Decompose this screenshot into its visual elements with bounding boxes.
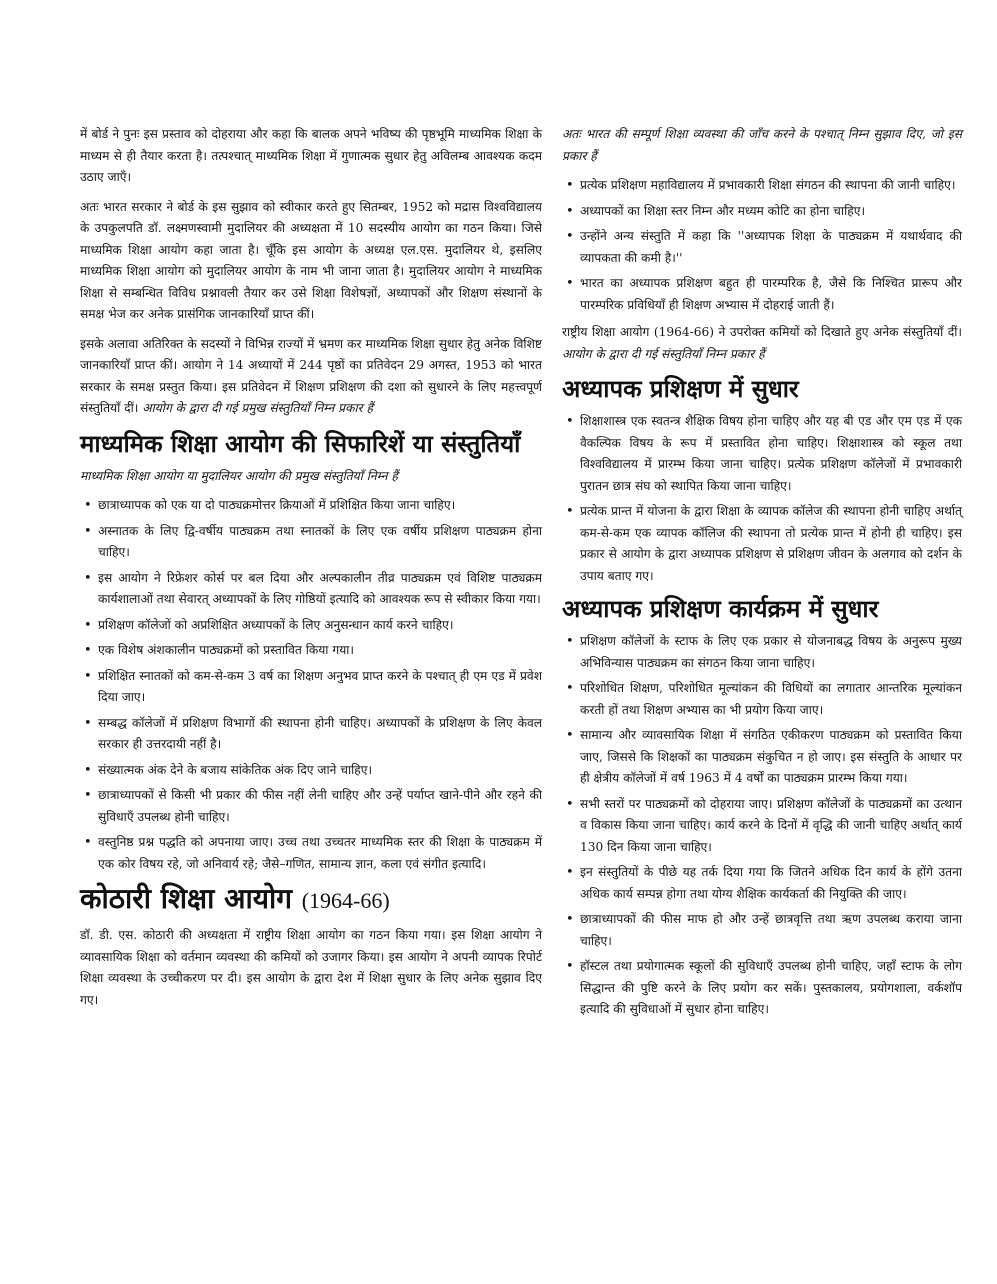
paragraph: [80, 334, 542, 420]
left-column: [80, 124, 542, 1019]
list-item: • सभी स्तरों पर पाठ्यक्रमों को दोहराया जाए। प्रशिक्षण कॉलेजों के पाठ्यक्रमों का उत्थान व विकास किया जाना चाहिए। कार्य करने के दिनों में वृद्धि की जानी चाहिए अर्थात् कार्य 130 दिन किया जाना चाहिए।: [562, 794, 962, 859]
paragraph-text: इसके अलावा अतिरिक्त के सदस्यों ने विभिन्न राज्यों में भ्रमण कर माध्यमिक शिक्षा सुधार हेतु अनेक विशिष्ट जानकारियाँ प्राप्त कीं। आयोग ने 14 अध्यायों में 244 पृष्ठों का प्रतिवेदन 29 अगस्त, 1953 को भारत सरकार के समक्ष प्रस्तुत किया। इस प्रतिवेदन में शिक्षण प्रशिक्षण की दशा को सुधारने के लिए महत्त्वपूर्ण संस्तुतियाँ दीं।: [80, 336, 542, 415]
section-heading-teacher-training: अध्यापक प्रशिक्षण में सुधार: [562, 375, 799, 403]
list-item: • उन्होंने अन्य संस्तुति में कहा कि ''अध्यापक शिक्षा के पाठ्यक्रम में यथार्थवाद की व्यापकता की कमी है।'': [562, 226, 962, 269]
reform-list: [562, 411, 962, 587]
paragraph: [562, 322, 962, 365]
paragraph-italic: आयोग के द्वारा दी गई संस्तुतियाँ निम्न प्रकार हैं: [562, 346, 765, 361]
list-item: • सामान्य और व्यावसायिक शिक्षा में संगठित एकीकरण पाठ्यक्रम को प्रस्तावित किया जाए, जिससे कि शिक्षकों का पाठ्यक्रम संकुचित न हो जाए। इस संस्तुति के आधार पर ही क्षेत्रीय कॉलेजों में वर्ष 1963 में 4 वर्षों का पाठ्यक्रम प्रारम्भ किया गया।: [562, 725, 962, 790]
list-item: • संख्यात्मक अंक देने के बजाय सांकेतिक अंक दिए जाने चाहिए।: [80, 760, 542, 782]
list-item: • सम्बद्ध कॉलेजों में प्रशिक्षण विभागों की स्थापना होनी चाहिए। अध्यापकों के प्रशिक्षण के लिए केवल सरकार ही उत्तरदायी नहीं है।: [80, 713, 542, 756]
section-heading-program-reform: अध्यापक प्रशिक्षण कार्यक्रम में सुधार: [562, 595, 879, 623]
program-reform-list: [562, 631, 962, 1021]
paragraph-text: राष्ट्रीय शिक्षा आयोग (1964-66) ने उपरोक्त कमियों को दिखाते हुए अनेक संस्तुतियाँ दीं।: [562, 325, 962, 339]
paragraph: डॉ. डी. एस. कोठारी की अध्यक्षता में राष्ट्रीय शिक्षा आयोग का गठन किया गया। इस शिक्षा आयोग ने व्यावसायिक शिक्षा को वर्तमान व्यवस्था की कमियों को उजागर किया। इस आयोग ने अपनी व्यापक रिपोर्ट शिक्षा व्यवस्था के उच्चीकरण पर दी। इस आयोग के द्वारा देश में शिक्षा सुधार के लिए अनेक सुझाव दिए गए।: [80, 928, 542, 1007]
list-item: • हॉस्टल तथा प्रयोगात्मक स्कूलों की सुविधाएँ उपलब्ध होनी चाहिए, जहाँ स्टाफ के लोग सिद्धान्त की पुष्टि करने के लिए प्रयोग कर सकें। पुस्तकालय, प्रयोगशाला, वर्कशॉप इत्यादि की सुविधाओं में सुधार होना चाहिए।: [562, 956, 962, 1021]
list-item: • शिक्षाशास्त्र एक स्वतन्त्र शैक्षिक विषय होना चाहिए और यह बी एड और एम एड में एक वैकल्पिक विषय के रूप में प्रस्तावित होना चाहिए। शिक्षाशास्त्र को स्कूल तथा विश्वविद्यालय में प्रारम्भ किया जाना चाहिए। प्रत्येक प्रशिक्षण कॉलेजों में प्रभावकारी पुरातन छात्र संघ को स्थापित किया जाना चाहिए।: [562, 411, 962, 497]
list-item: • इन संस्तुतियों के पीछे यह तर्क दिया गया कि जितने अधिक दिन कार्य के होंगे उतना अधिक कार्य सम्पन्न होगा तथा योग्य शैक्षिक कार्यकर्ता की नियुक्ति की जाए।: [562, 862, 962, 905]
list-item: • भारत का अध्यापक प्रशिक्षण बहुत ही पारम्परिक है, जैसे कि निश्चित प्रारूप और पारम्परिक प्रविधियाँ ही शिक्षण अभ्यास में दोहराई जाती हैं।: [562, 273, 962, 316]
list-item: • अस्नातक के लिए द्वि-वर्षीय पाठ्यक्रम तथा स्नातकों के लिए एक वर्षीय प्रशिक्षण पाठ्यक्रम होना चाहिए।: [80, 521, 542, 564]
recommendation-list: [80, 495, 542, 875]
right-column: [562, 124, 962, 1027]
heading-text: कोठारी शिक्षा आयोग: [80, 882, 292, 915]
list-item: • प्रशिक्षित स्नातकों को कम-से-कम 3 वर्ष का शिक्षण अनुभव प्राप्त करने के पश्चात् ही एम एड में प्रवेश दिया जाए।: [80, 666, 542, 709]
section-heading-mudaliar: माध्यमिक शिक्षा आयोग की सिफारिशें या संस्तुतियाँ: [80, 429, 521, 458]
list-item: • छात्राध्यापकों से किसी भी प्रकार की फीस नहीं लेनी चाहिए और उन्हें पर्याप्त खाने-पीने और रहने की सुविधाएँ उपलब्ध होनी चाहिए।: [80, 785, 542, 828]
list-item: • वस्तुनिष्ठ प्रश्न पद्धति को अपनाया जाए। उच्च तथा उच्चतर माध्यमिक स्तर की शिक्षा के पाठ्यक्रम में एक कोर विषय रहे, जो अनिवार्य रहे; जैसे–गणित, सामान्य ज्ञान, कला एवं संगीत इत्यादि।: [80, 832, 542, 875]
paragraph-italic: आयोग के द्वारा दी गई प्रमुख संस्तुतियाँ निम्न प्रकार हैं: [142, 401, 373, 415]
suggestion-list: [562, 175, 962, 316]
section-intro: माध्यमिक शिक्षा आयोग या मुदालियर आयोग की प्रमुख संस्तुतियाँ निम्न हैं: [80, 468, 398, 483]
paragraph: में बोर्ड ने पुनः इस प्रस्ताव को दोहराया और कहा कि बालक अपने भविष्य की पृष्ठभूमि माध्यमिक शिक्षा के माध्यम से ही तैयार करता है। तत्पश्चात् माध्यमिक शिक्षा में गुणात्मक सुधार हेतु अविलम्ब आवश्यक कदम उठाए जाएँ।: [80, 127, 542, 184]
list-item: • प्रत्येक प्रान्त में योजना के द्वारा शिक्षा के व्यापक कॉलेज की स्थापना होनी चाहिए अर्थात् कम-से-कम एक व्यापक कॉलिज की स्थापना तो प्रत्येक प्रान्त में होनी ही चाहिए। इस प्रकार से आयोग के द्वारा अध्यापक प्रशिक्षण से प्रशिक्षण जीवन के अलगाव को दर्शन के उपाय बताए गए।: [562, 501, 962, 587]
list-item: • प्रशिक्षण कॉलेजों के स्टाफ के लिए एक प्रकार से योजनाबद्ध विषय के अनुरूप मुख्य अभिविन्यास पाठ्यक्रम का संगठन किया जाना चाहिए।: [562, 631, 962, 674]
list-item: • अध्यापकों का शिक्षा स्तर निम्न और मध्यम कोटि का होना चाहिए।: [562, 201, 962, 223]
list-item: • इस आयोग ने रिफ्रेशर कोर्स पर बल दिया और अल्पकालीन तीव्र पाठ्यक्रम एवं विशिष्ट पाठ्यक्रम कार्यशालाओं तथा सेवारत् अध्यापकों के लिए गोष्ठियों इत्यादि को आवश्यक रूप से स्वीकार किया गया।: [80, 568, 542, 611]
list-item: • परिशोधित शिक्षण, परिशोधित मूल्यांकन की विधियों का लगातार आन्तरिक मूल्यांकन करती हों तथा शिक्षण अभ्यास का भी प्रयोग किया जाए।: [562, 678, 962, 721]
list-item: • प्रत्येक प्रशिक्षण महाविद्यालय में प्रभावकारी शिक्षा संगठन की स्थापना की जानी चाहिए।: [562, 175, 962, 197]
list-item: • छात्राध्यापकों की फीस माफ हो और उन्हें छात्रवृत्ति तथा ऋण उपलब्ध कराया जाना चाहिए।: [562, 909, 962, 952]
section-intro: अतः भारत की सम्पूर्ण शिक्षा व्यवस्था की जाँच करने के पश्चात् निम्न सुझाव दिए, जो इस प्रकार हैं: [562, 127, 962, 163]
list-item: • प्रशिक्षण कॉलेजों को अप्रशिक्षित अध्यापकों के लिए अनुसन्धान कार्य करने चाहिए।: [80, 615, 542, 637]
list-item: • छात्राध्यापक को एक या दो पाठ्यक्रमोत्तर क्रियाओं में प्रशिक्षित किया जाना चाहिए।: [80, 495, 542, 517]
paragraph: अतः भारत सरकार ने बोर्ड के इस सुझाव को स्वीकार करते हुए सितम्बर, 1952 को मद्रास विश्वविद्यालय के उपकुलपति डॉ. लक्ष्मणस्वामी मुदालियर की अध्यक्षता में 10 सदस्यीय आयोग का गठन किया। जिसे माध्यमिक शिक्षा आयोग कहा जाता है। चूँकि इस आयोग के अध्यक्ष एल.एस. मुदालियर थे, इसलिए माध्यमिक शिक्षा आयोग को मुदालियर आयोग के नाम भी जाना जाता है। मुदालियर आयोग ने माध्यमिक शिक्षा से सम्बन्धित विविध प्रश्नावली तैयार कर उसे शिक्षा विशेषज्ञों, अध्यापकों और शिक्षण संस्थानों के समक्ष भेज कर अनेक प्रासंगिक जानकारियाँ प्राप्त कीं।: [80, 199, 542, 321]
section-heading-kothari: [80, 881, 542, 919]
heading-year: (1964-66): [301, 888, 390, 913]
list-item: • एक विशेष अंशकालीन पाठ्यक्रमों को प्रस्तावित किया गया।: [80, 640, 542, 662]
